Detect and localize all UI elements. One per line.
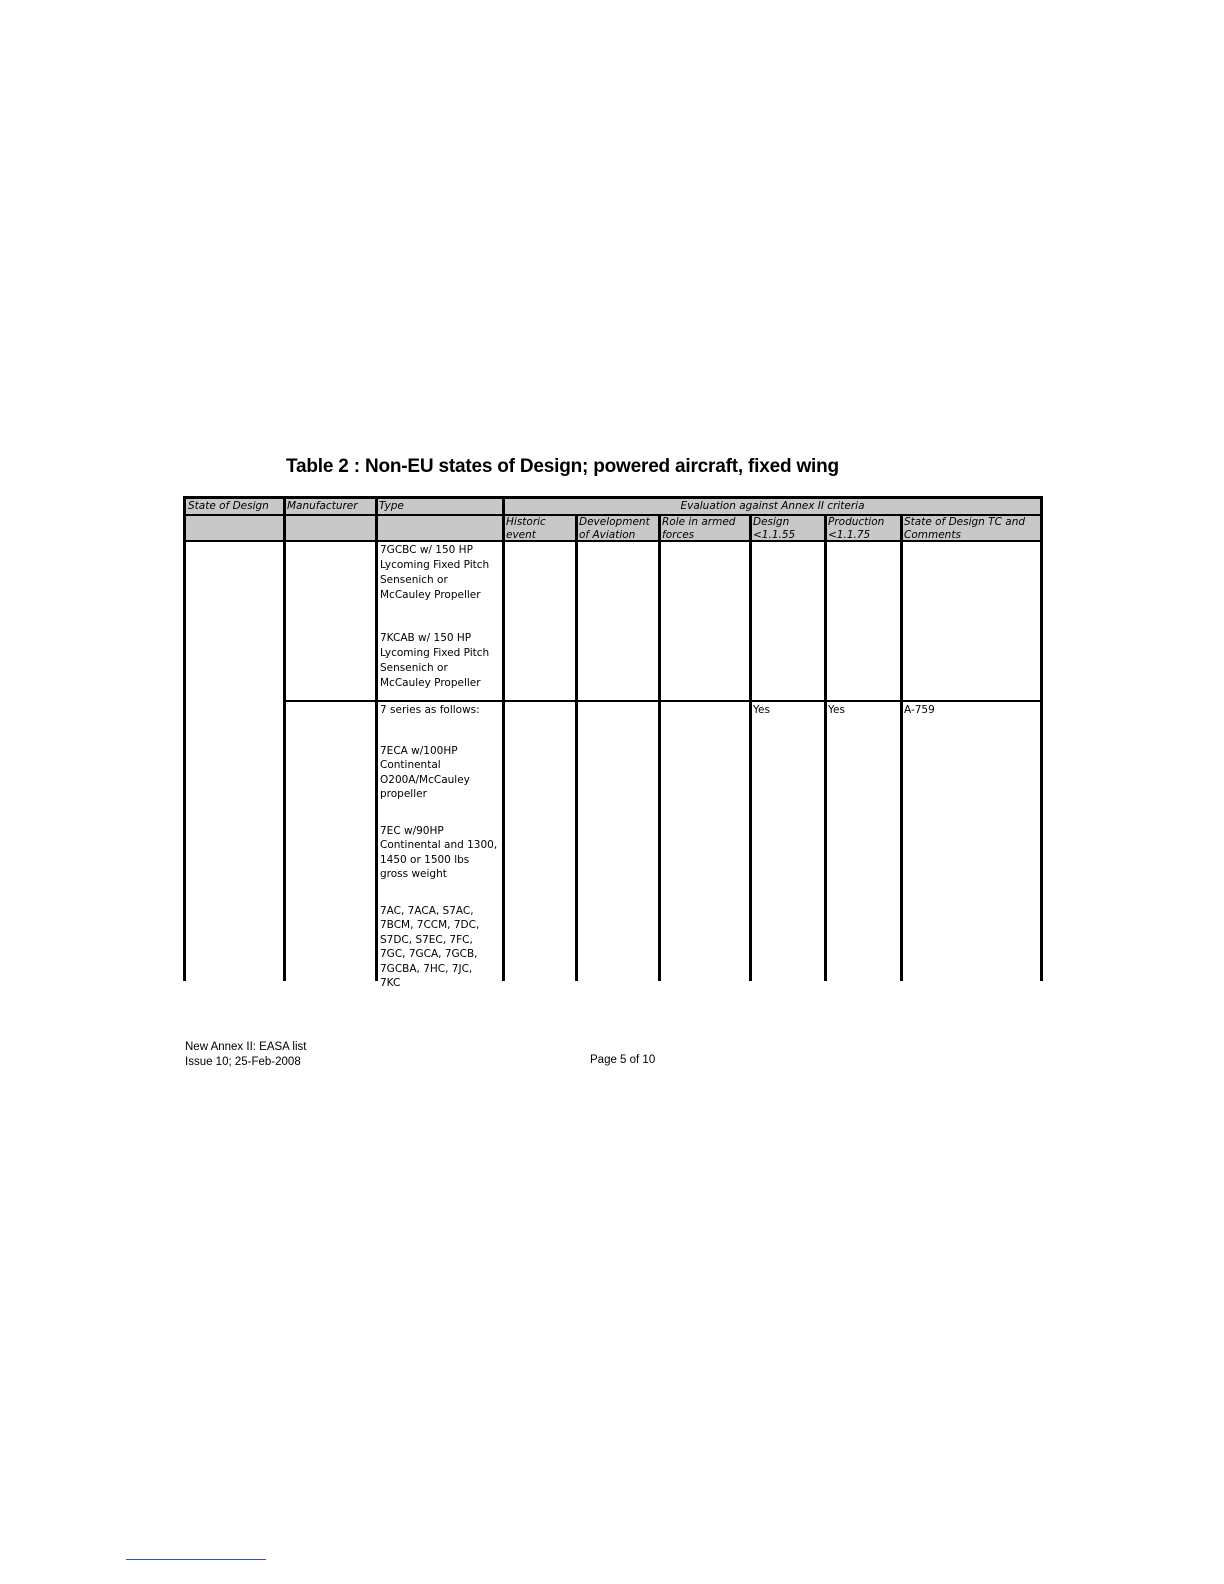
type-line: Lycoming Fixed Pitch: [380, 559, 490, 571]
header-divider-2: [186, 540, 1040, 542]
type-line: 7BCM, 7CCM, 7DC,: [380, 919, 480, 931]
header-armed-forces: Role in armed forces: [662, 516, 736, 540]
type-paragraph: [380, 744, 502, 802]
header-historic-event: Historic event: [506, 516, 546, 540]
header-design: Design <1.1.55: [753, 516, 796, 540]
type-line: gross weight: [380, 868, 447, 880]
type-line: propeller: [380, 788, 427, 800]
type-line: 7AC, 7ACA, S7AC,: [380, 904, 474, 917]
header-development: Development of Aviation: [579, 516, 650, 540]
type-line: 7GCBC w/ 150 HP: [380, 544, 473, 556]
footer-doc-title: New Annex II: EASA list: [185, 1041, 307, 1053]
type-paragraph: [380, 631, 502, 691]
col-divider-2: [375, 499, 378, 981]
type-paragraph: [380, 703, 502, 718]
type-line: 7KCAB w/ 150 HP: [380, 632, 472, 644]
type-paragraph: [380, 904, 502, 991]
row1-type-cell: [380, 543, 502, 713]
header-state-of-design: State of Design: [188, 500, 269, 512]
footer-page-number: Page 5 of 10: [590, 1054, 656, 1066]
type-line: O200A/McCauley: [380, 773, 470, 786]
row2-state-tc-value: A-759: [904, 704, 935, 716]
col-divider-8: [900, 514, 903, 981]
footer-left: [185, 1040, 306, 1070]
row2-type-cell: [380, 703, 502, 991]
type-line: 7ECA w/100HP: [380, 744, 458, 757]
page-title: Table 2 : Non-EU states of Design; powered aircraft, fixed wing: [286, 456, 839, 477]
header-state-tc: State of Design TC and Comments: [904, 516, 1026, 540]
header-production: Production <1.1.75: [828, 516, 885, 540]
header-evaluation: Evaluation against Annex II criteria: [680, 500, 865, 512]
row2-design-value: Yes: [753, 704, 770, 716]
col-divider-1: [283, 499, 286, 981]
type-line: 7GCBA, 7HC, 7JC,: [380, 962, 473, 975]
type-line: S7DC, S7EC, 7FC,: [380, 933, 473, 946]
type-line: 7EC w/90HP: [380, 824, 444, 837]
col-divider-6: [749, 514, 752, 981]
col-divider-3: [502, 499, 505, 981]
type-line: Lycoming Fixed Pitch: [380, 647, 490, 659]
type-line: McCauley Propeller: [380, 677, 481, 689]
type-line: Sensenich or: [380, 574, 448, 586]
type-line: Continental: [380, 759, 441, 771]
type-line: Sensenich or: [380, 662, 448, 674]
type-paragraph: [380, 824, 502, 882]
header-manufacturer: Manufacturer: [287, 500, 358, 512]
type-line: Continental and 1300,: [380, 839, 498, 851]
col-divider-5: [658, 514, 661, 981]
type-line: 7KC: [380, 977, 401, 989]
header-type: Type: [379, 500, 404, 512]
footnote-separator: [126, 1559, 266, 1560]
type-line: McCauley Propeller: [380, 589, 481, 601]
type-line: 7 series as follows:: [380, 704, 480, 716]
footer-issue: Issue 10; 25-Feb-2008: [185, 1056, 301, 1068]
row2-production-value: Yes: [828, 704, 845, 716]
col-divider-4: [575, 514, 578, 981]
col-divider-7: [824, 514, 827, 981]
type-line: 1450 or 1500 lbs: [380, 853, 470, 866]
type-line: 7GC, 7GCA, 7GCB,: [380, 948, 478, 960]
aircraft-table: [183, 496, 1043, 989]
type-paragraph: [380, 543, 502, 603]
